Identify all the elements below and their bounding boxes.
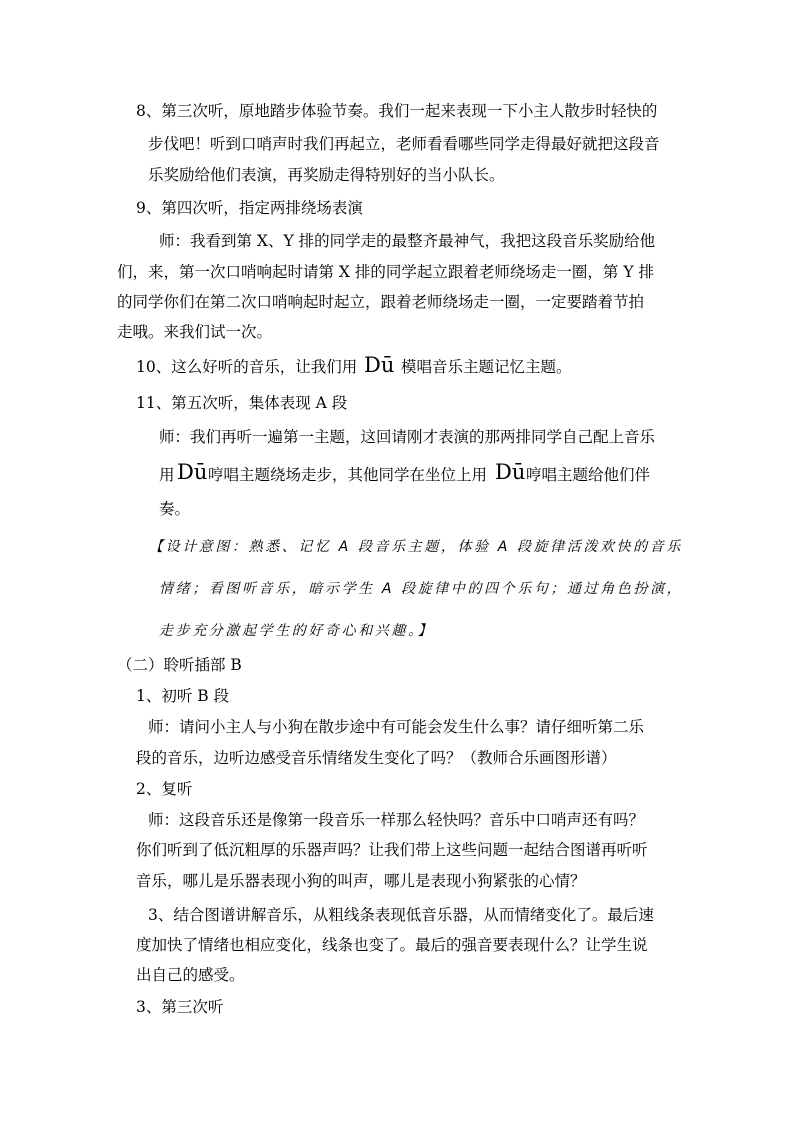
paragraph-b3-line-1: 3、结合图谱讲解音乐，从粗线条表现低音乐器，从而情绪变化了。最后速 (148, 906, 654, 924)
paragraph-8-line-1: 8、第三次听，原地踏步体验节奏。我们一起来表现一下小主人散步时轻快的 (136, 102, 658, 120)
paragraph-b1-line-2: 段的音乐，边听边感受音乐情绪发生变化了吗？（教师合乐画图形谱） (136, 749, 617, 767)
paragraph-b3-line-2: 度加快了情绪也相应变化，线条也变了。最后的强音要表现什么？让学生说 (136, 936, 648, 954)
heading-11: 11、第五次听，集体表现 A 段 (136, 394, 348, 412)
heading-b-1: 1、初听 B 段 (136, 687, 230, 705)
paragraph-11-line-1: 师：我们再听一遍第一主题，这回请刚才表演的那两排同学自己配上音乐 (159, 428, 656, 446)
section-heading-b: （二）聆听插部 B (117, 656, 242, 674)
paragraph-9-line-4: 走哦。来我们试一次。 (117, 323, 273, 341)
paragraph-9-line-3: 的同学你们在第二次口哨响起时起立，跟着老师绕场走一圈，一定要踏着节拍 (117, 293, 645, 311)
paragraph-11-line-2-part-2: 哼唱主题绕场走步，其他同学在坐位上用 (208, 466, 488, 484)
paragraph-10-part-2: 模唱音乐主题记忆主题。 (401, 358, 572, 376)
paragraph-9-line-2: 们，来，第一次口哨响起时请第 X 排的同学起立跟着老师绕场走一圈，第 Y 排 (117, 263, 654, 281)
paragraph-b2-line-1: 师：这段音乐还是像第一段音乐一样那么轻快吗？音乐中口哨声还有吗？ (148, 811, 645, 829)
heading-b-3: 3、第三次听 (136, 998, 224, 1016)
du-syllable: Dū (177, 460, 208, 484)
du-syllable: Dū (495, 460, 526, 484)
design-intent-line-3: 走步充分激起学生的好奇心和兴趣。】 (159, 623, 435, 639)
paragraph-10-part-1: 10、这么好听的音乐，让我们用 (136, 358, 358, 376)
paragraph-8-line-3: 乐奖励给他们表演，再奖励走得特别好的当小队长。 (148, 166, 505, 184)
design-intent-line-1: 【设计意图：熟悉、记忆 A 段音乐主题，体验 A 段旋律活泼欢快的音乐 (149, 539, 683, 555)
paragraph-b2-line-3: 音乐，哪儿是乐器表现小狗的叫声，哪儿是表现小狗紧张的心情？ (136, 872, 586, 890)
paragraph-b3-line-3: 出自己的感受。 (136, 966, 245, 984)
design-intent-line-2: 情绪；看图听音乐，暗示学生 A 段旋律中的四个乐句；通过角色扮演， (159, 581, 684, 597)
paragraph-9-line-1: 师：我看到第 X、Y 排的同学走的最整齐最神气，我把这段音乐奖励给他 (159, 232, 656, 250)
paragraph-11-line-2-part-3: 哼唱主题给他们伴 (526, 466, 651, 484)
du-syllable: Dū (364, 353, 395, 377)
paragraph-11-line-2-part-1: 用 (159, 466, 175, 484)
paragraph-8-line-2: 步伐吧！听到口哨声时我们再起立，老师看看哪些同学走得最好就把这段音 (148, 135, 660, 153)
heading-9: 9、第四次听，指定两排绕场表演 (136, 199, 363, 217)
paragraph-b2-line-2: 你们听到了低沉粗厚的乐器声吗？让我们带上这些问题一起结合图谱再听听 (136, 841, 648, 859)
paragraph-b1-line-1: 师：请问小主人与小狗在散步途中有可能会发生什么事？请仔细听第二乐 (148, 718, 645, 736)
heading-b-2: 2、复听 (136, 780, 193, 798)
paragraph-11-line-3: 奏。 (159, 500, 191, 518)
